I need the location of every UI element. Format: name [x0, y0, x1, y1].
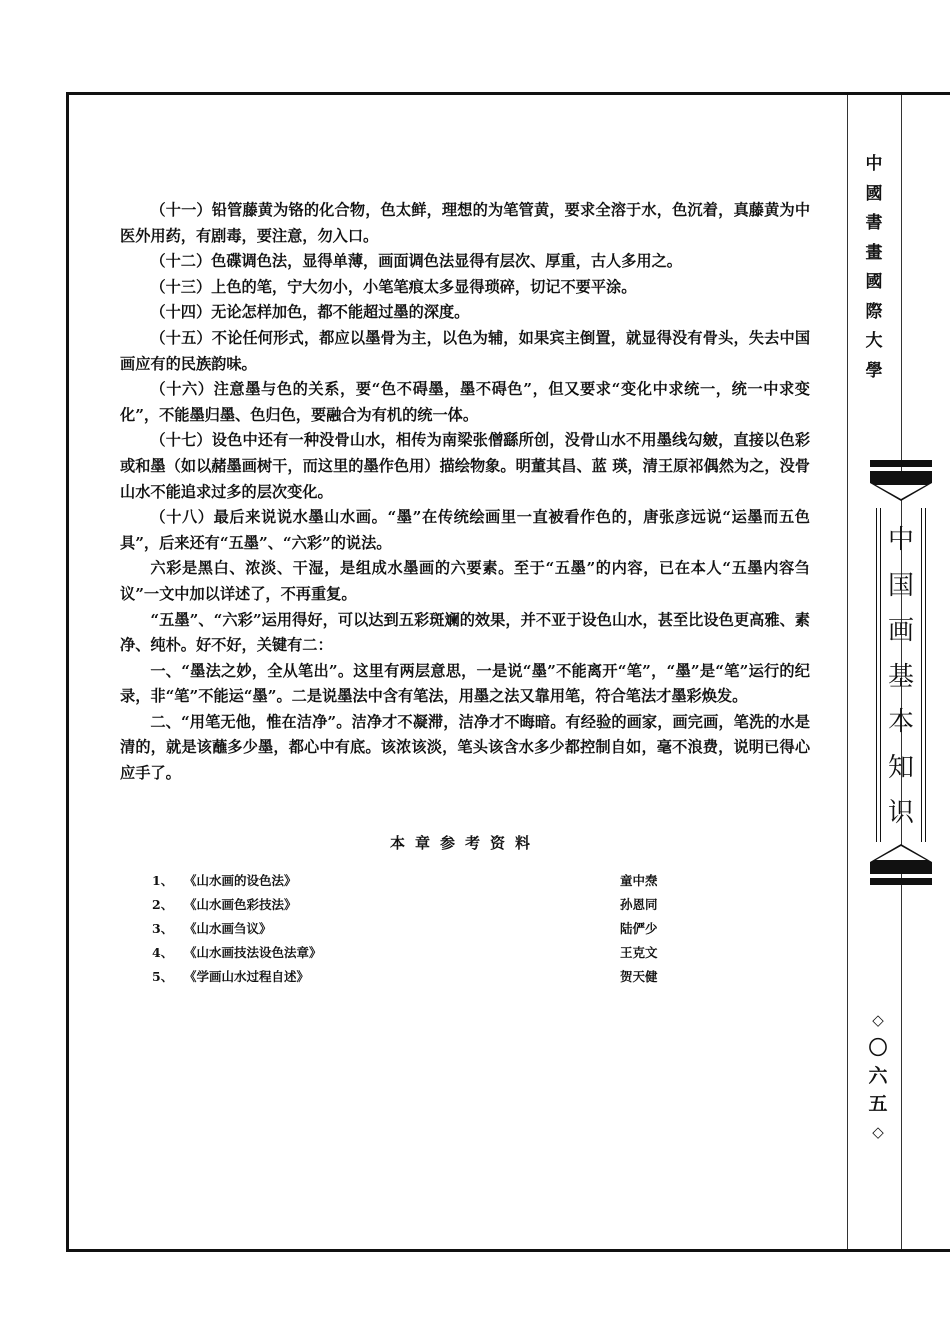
margin-rule-left: [847, 95, 848, 1249]
reference-number: 3、: [152, 921, 174, 936]
reference-author: 陆俨少: [620, 921, 658, 936]
paragraph-six-colors: 六彩是黑白、浓淡、干湿，是组成水墨画的六要素。至于“五墨”的内容，已在本人“五墨内容刍议”一文中加以详述了，不再重复。: [120, 559, 810, 603]
reference-author: 贺天健: [620, 969, 658, 984]
page-number: [856, 1006, 900, 1146]
diamond-icon: ◇: [872, 1123, 884, 1141]
paragraph-point-two: 二、“用笔无他，惟在洁净”。洁净才不凝滞，洁净才不晦暗。有经验的画家，画完画，笔洗的水是清的，就是该蘸多少墨，都心中有底。该浓该淡，笔头该含水多少都控制自如，毫不浪费，说明已得心应手了。: [120, 712, 810, 783]
paragraph-14: （十四）无论怎样加色，都不能超过墨的深度。: [150, 303, 470, 322]
university-char: 際: [865, 301, 883, 322]
book-title-char: 基: [887, 661, 914, 692]
reference-title: 《山水画的设色法》: [184, 873, 297, 888]
book-title-char: 知: [887, 752, 914, 783]
paragraph-11: （十一）铅管藤黄为铬的化合物，色太鲜，理想的为笔管黄，要求全溶于水，色沉着，真藤黄为中医外用药，有剧毒，要注意，勿入口。: [120, 201, 810, 245]
book-title: [876, 518, 926, 837]
reference-number: 2、: [152, 897, 174, 912]
main-text: [120, 198, 810, 787]
reference-item: [152, 868, 692, 892]
diamond-icon: ◇: [872, 1011, 884, 1029]
university-char: 書: [865, 213, 883, 233]
reference-item: [152, 916, 692, 940]
book-title-char: 国: [887, 570, 914, 601]
university-char: 中: [865, 154, 883, 174]
book-title-char: 中: [887, 525, 914, 555]
reference-item: [152, 964, 692, 988]
reference-title: 《山水画色彩技法》: [184, 897, 297, 912]
university-char: 大: [865, 331, 883, 351]
paragraph-five-ink: “五墨”、“六彩”运用得好，可以达到五彩斑斓的效果，并不亚于设色山水，甚至比设色更高雅、素净、纯朴。好不好，关键有二：: [120, 610, 810, 655]
references-list: [152, 868, 692, 988]
page-number-char: 〇: [868, 1037, 888, 1059]
paragraph-16: （十六）注意墨与色的关系，要“色不碍墨，墨不碍色”，但又要求“变化中求统一，统一中求变化”，不能墨归墨、色归色，要融合为有机的统一体。: [120, 380, 810, 424]
paragraph-15: （十五）不论任何形式，都应以墨骨为主，以色为辅，如果宾主倒置，就显得没有骨头，失去中国画应有的民族韵味。: [120, 328, 810, 373]
university-char: 國: [865, 183, 883, 204]
reference-number: 1、: [152, 873, 174, 888]
reference-author: 王克文: [620, 945, 658, 960]
university-char: 國: [865, 272, 883, 292]
title-ornament-cap-bottom: [870, 844, 932, 874]
paragraph-18: （十八）最后来说说水墨山水画。“墨”在传统绘画里一直被看作色的，唐张彦远说“运墨而五色具”，后来还有“五墨”、“六彩”的说法。: [120, 508, 810, 552]
paragraph-13: （十三）上色的笔，宁大勿小，小笔笔痕太多显得琐碎，切记不要平涂。: [150, 277, 637, 296]
reference-title: 《山水画刍议》: [184, 921, 272, 936]
university-char: 畫: [865, 242, 883, 263]
reference-title: 《山水画技法设色法章》: [184, 945, 322, 960]
paragraph-point-one: 一、“墨法之妙，全从笔出”。这里有两层意思，一是说“墨”不能离开“笔”，“墨”是“笔”运行的纪录，非“笔”不能运“墨”。二是说墨法中含有笔法，用墨之法又靠用笔，符合笔法才墨彩焕发。: [120, 661, 810, 706]
title-ornament-bar-bottom: [870, 878, 932, 885]
book-title-char: 本: [887, 707, 914, 737]
university-char: 學: [865, 360, 883, 381]
paragraph-17: （十七）设色中还有一种没骨山水，相传为南梁张僧繇所创，没骨山水不用墨线勾皴，直接以色彩或和墨（如以赭墨画树干，而这里的墨作色用）描绘物象。明董其昌、蓝 瑛，清王原祁偶然为之，没骨山水不能追求过多的层次变化。: [120, 431, 810, 501]
reference-title: 《学画山水过程自述》: [184, 969, 310, 984]
references-heading: 本章参考资料: [389, 834, 540, 852]
university-name: [852, 150, 896, 386]
reference-number: 4、: [152, 945, 174, 960]
paragraph-12: （十二）色碟调色法，显得单薄，画面调色法显得有层次、厚重，古人多用之。: [150, 252, 682, 271]
page-number-char: 六: [868, 1065, 888, 1087]
book-title-char: 识: [887, 798, 914, 828]
reference-author: 童中焘: [620, 873, 658, 888]
title-ornament-cap-top: [870, 471, 932, 501]
title-ornament-bar-top: [870, 460, 932, 467]
book-title-char: 画: [887, 616, 914, 646]
reference-number: 5、: [152, 969, 174, 984]
reference-item: [152, 940, 692, 964]
page-number-char: 五: [868, 1093, 888, 1115]
reference-author: 孙恩同: [620, 897, 658, 912]
reference-item: [152, 892, 692, 916]
